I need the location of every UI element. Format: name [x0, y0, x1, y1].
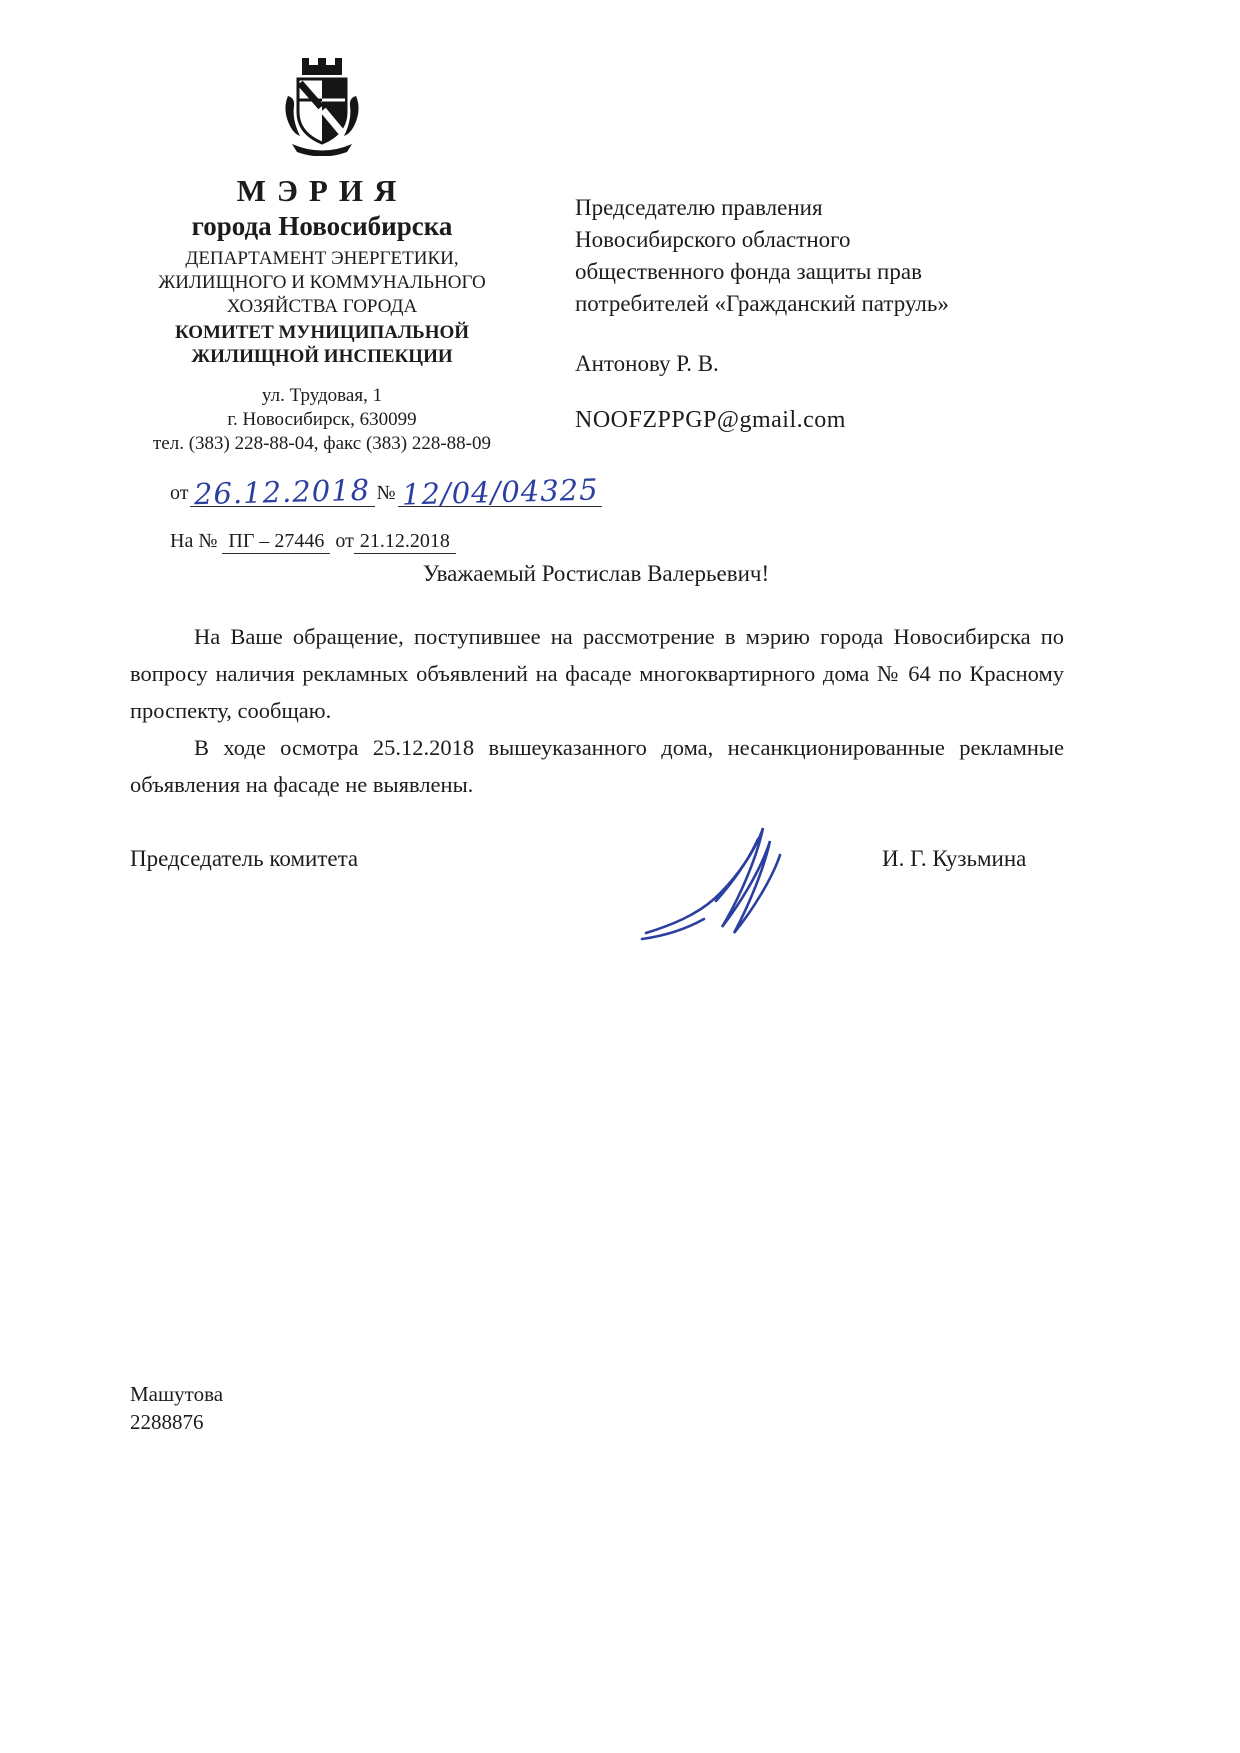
handwritten-signature [630, 815, 840, 960]
body-paragraph: В ходе осмотра 25.12.2018 вышеуказанного дома, несанкционированные рекламные объявления на фасаде не выявлены. [130, 735, 1064, 797]
org-name-city: города Новосибирска [191, 211, 453, 241]
outgoing-number-slot [398, 472, 603, 512]
org-name-main: МЭРИЯ [236, 173, 408, 208]
department-line: ДЕПАРТАМЕНТ ЭНЕРГЕТИКИ, [185, 248, 459, 269]
reference-row [112, 530, 532, 554]
addressee-line: потребителей «Гражданский патруль» [575, 291, 949, 316]
outgoing-date-slot [190, 472, 374, 512]
committee-line: КОМИТЕТ МУНИЦИПАЛЬНОЙ [174, 322, 470, 343]
committee-block [112, 321, 532, 369]
address-city: г. Новосибирск, 630099 [227, 409, 417, 430]
reference-prefix-label: На № [170, 530, 218, 552]
addressee-name: Антонову Р. В. [575, 351, 719, 376]
outgoing-date-handwritten: 26.12.2018 [194, 472, 371, 512]
letterhead [112, 52, 599, 554]
addressee-line: общественного фонда защиты прав [575, 259, 922, 284]
outgoing-prefix-label: от [170, 482, 189, 504]
addressee-block [575, 192, 1055, 434]
address-street: ул. Трудовая, 1 [261, 385, 383, 406]
signer-name: И. Г. Кузьмина [882, 846, 1027, 871]
executor-phone: 2288876 [130, 1410, 204, 1434]
reference-ot-label: от [335, 530, 354, 552]
committee-line: ЖИЛИЩНОЙ ИНСПЕКЦИИ [191, 346, 453, 367]
executor-name: Машутова [130, 1382, 224, 1406]
body-paragraph: На Ваше обращение, поступившее на рассмотрение в мэрию города Новосибирска по вопросу наличия рекламных объявлений на фасаде многоквартирного дома № 64 по Красному проспекту, сообщаю. [130, 624, 1064, 723]
outgoing-number-handwritten: 12/04/04325 [401, 472, 599, 512]
address-block [112, 384, 532, 456]
signature-ink-icon [630, 815, 840, 955]
department-line: ХОЗЯЙСТВА ГОРОДА [226, 296, 418, 317]
reference-date: 21.12.2018 [354, 530, 456, 554]
outgoing-number-row [112, 472, 599, 516]
salutation: Уважаемый Ростислав Валерьевич! [422, 561, 770, 586]
signer-position: Председатель комитета [130, 846, 359, 871]
department-block [112, 247, 532, 319]
addressee-line: Новосибирского областного [575, 227, 851, 252]
emblem-wrap [112, 52, 532, 161]
reference-number: ПГ – 27446 [222, 530, 330, 554]
executor-block [130, 1380, 223, 1436]
outgoing-number-sign: № [376, 482, 396, 504]
addressee-email: NOOFZPPGP@gmail.com [575, 407, 846, 433]
addressee-line: Председателю правления [575, 195, 823, 220]
letter-body [130, 618, 1064, 803]
address-phone-fax: тел. (383) 228-88-04, факс (383) 228-88-09 [152, 433, 492, 454]
novosibirsk-coat-of-arms-icon [274, 52, 370, 156]
department-line: ЖИЛИЩНОГО И КОММУНАЛЬНОГО [158, 272, 486, 293]
